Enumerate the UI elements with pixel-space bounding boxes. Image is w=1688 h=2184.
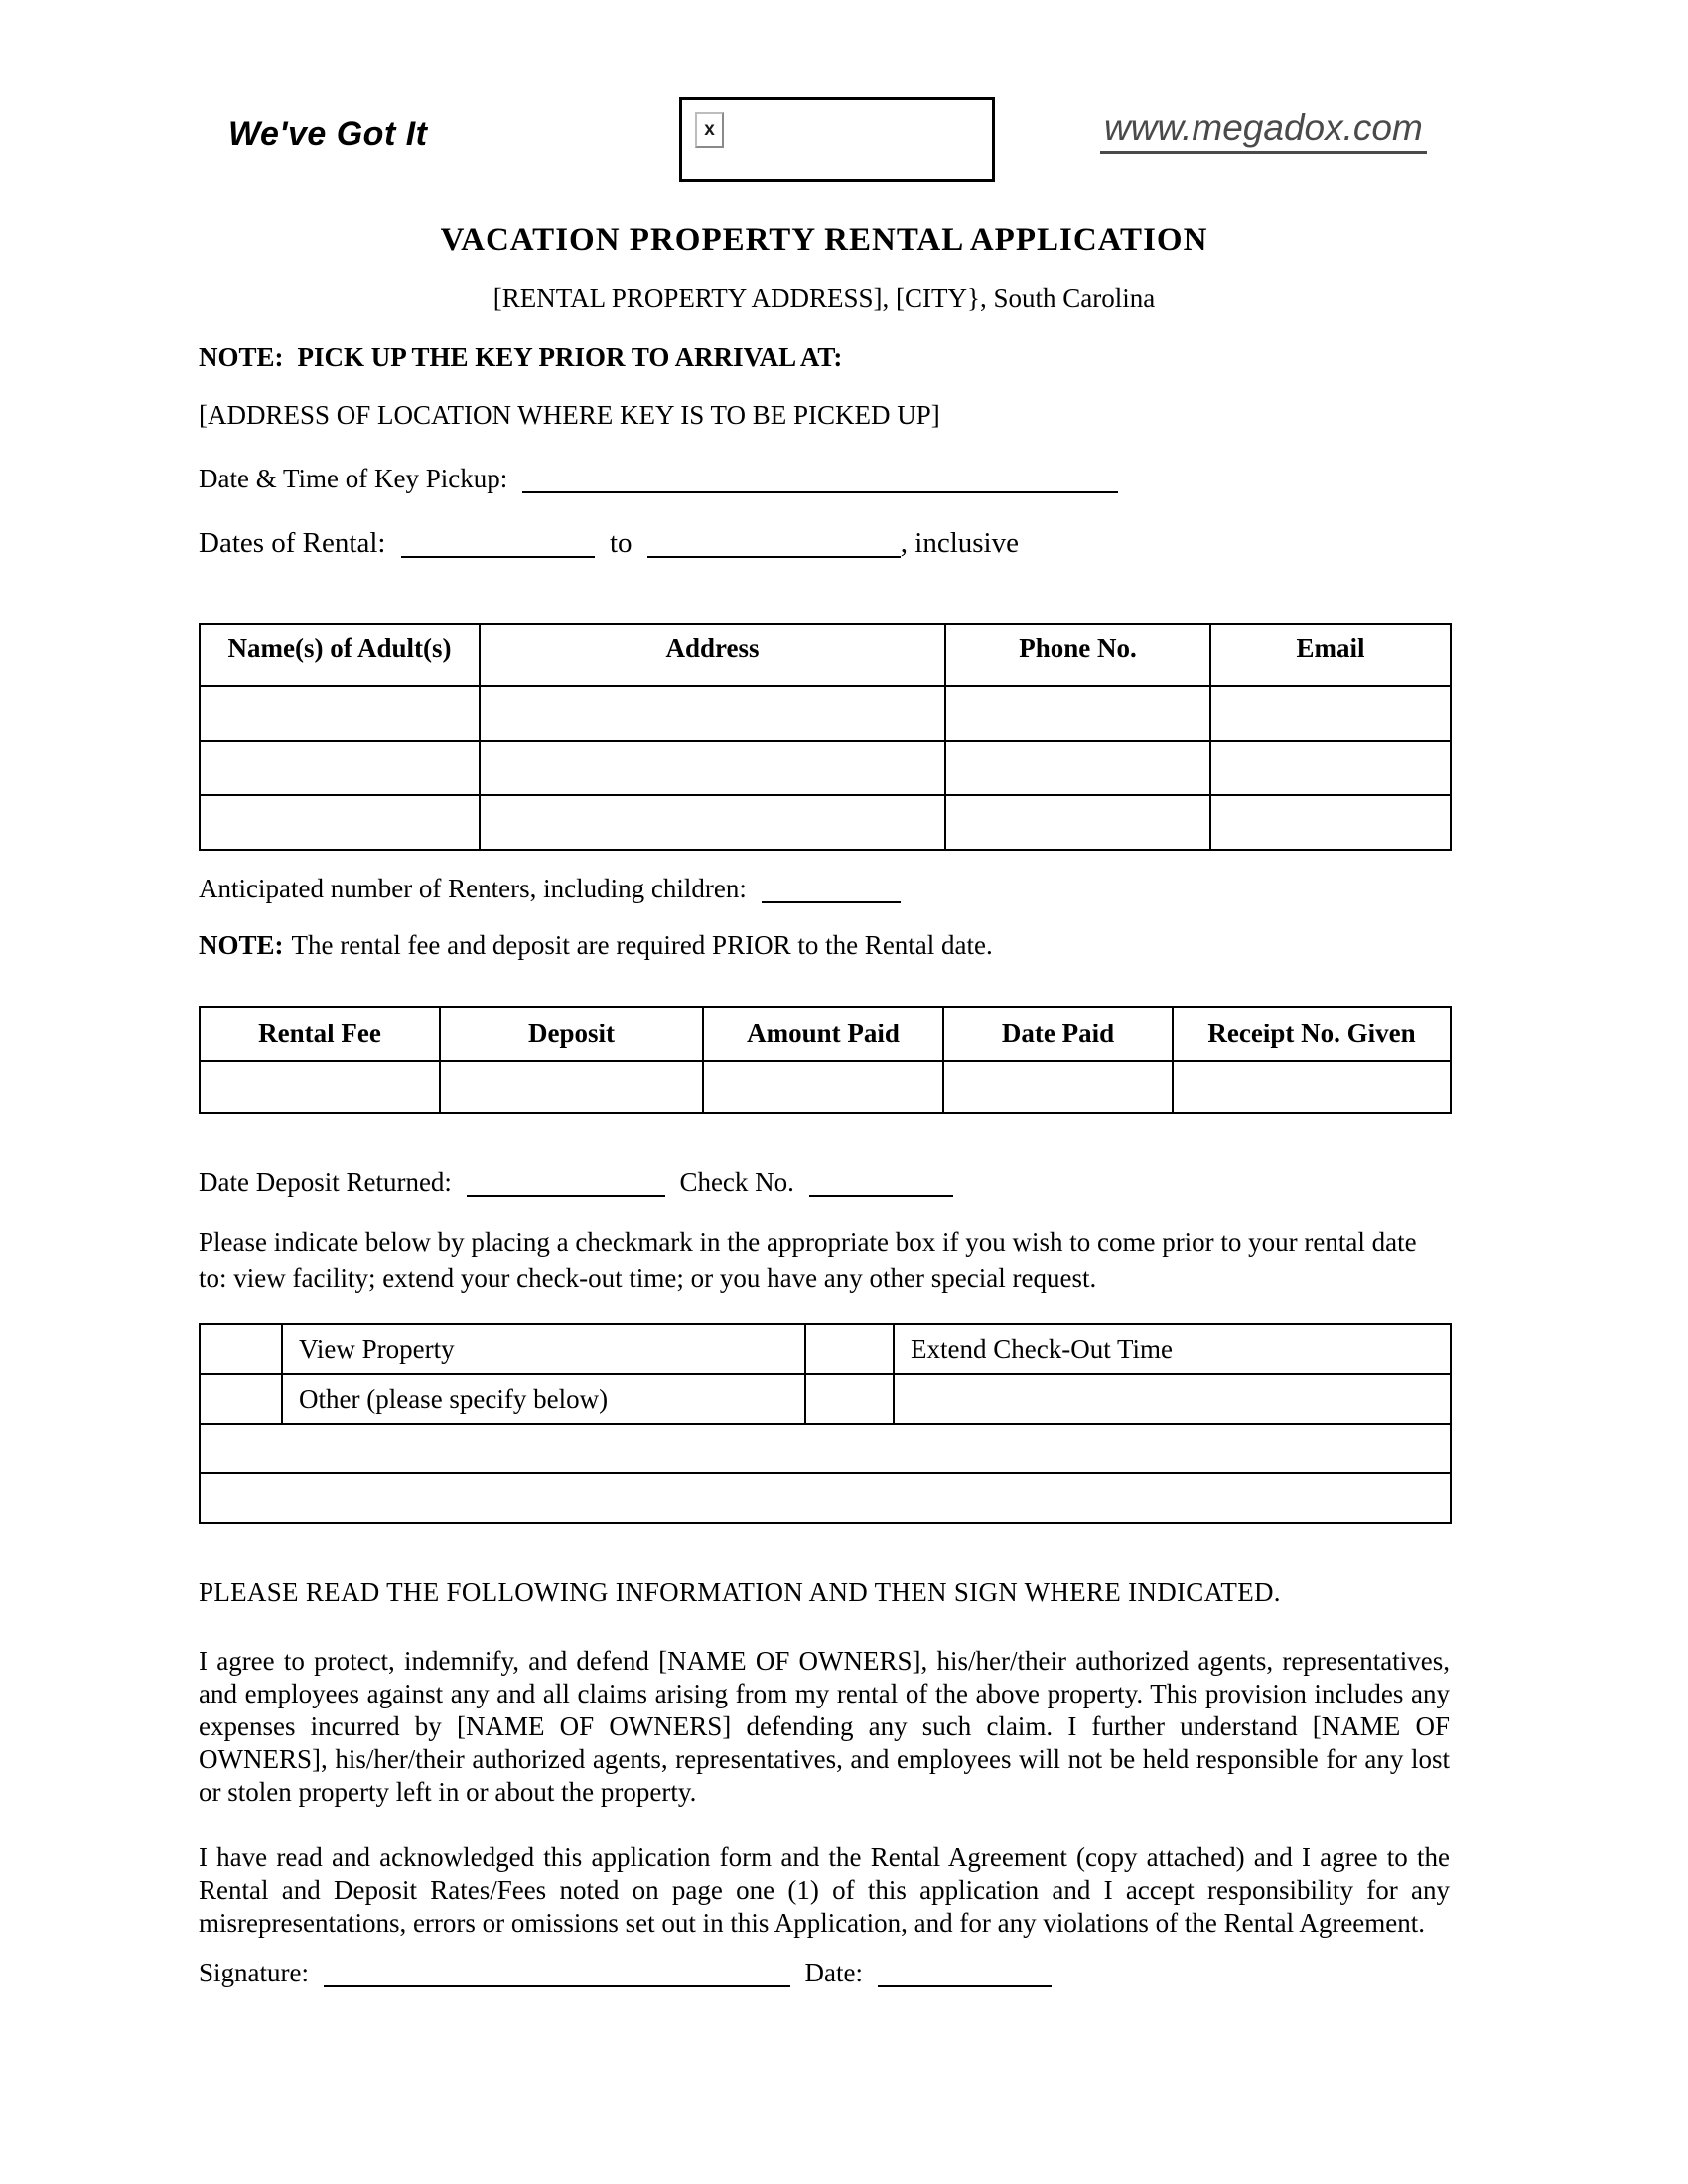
adults-header-address: Address: [480, 624, 945, 686]
adult-email-cell[interactable]: [1210, 686, 1451, 741]
payment-header-date-paid: Date Paid: [943, 1007, 1173, 1061]
note-text: The rental fee and deposit are required PRIOR to the Rental date.: [291, 930, 993, 960]
table-row: [200, 1374, 1451, 1424]
adults-header-email: Email: [1210, 624, 1451, 686]
adults-table: [199, 623, 1452, 851]
anticipated-renters-field: [199, 871, 1450, 906]
rental-dates-label: Dates of Rental:: [199, 527, 386, 559]
rental-date-from-input[interactable]: [401, 556, 595, 558]
payment-table-header-row: [200, 1007, 1451, 1061]
adult-phone-cell[interactable]: [945, 686, 1210, 741]
deposit-returned-input[interactable]: [467, 1195, 665, 1197]
table-row: [200, 1473, 1451, 1523]
adult-name-cell[interactable]: [200, 741, 480, 795]
request-table: [199, 1323, 1452, 1524]
fee-deposit-note: [199, 928, 1450, 962]
key-pickup-label: Date & Time of Key Pickup:: [199, 464, 508, 493]
payment-header-amount-paid: Amount Paid: [703, 1007, 943, 1061]
other-request-checkbox[interactable]: [200, 1374, 282, 1424]
extend-checkout-checkbox[interactable]: [805, 1324, 894, 1374]
website-link[interactable]: www.megadox.com: [1100, 107, 1427, 154]
payment-header-receipt-no: Receipt No. Given: [1173, 1007, 1451, 1061]
rental-date-to-input[interactable]: [647, 556, 901, 558]
key-pickup-note: [199, 341, 1450, 374]
adults-header-phone: Phone No.: [945, 624, 1210, 686]
key-pickup-address: [ADDRESS OF LOCATION WHERE KEY IS TO BE PICKED UP]: [199, 400, 940, 430]
form-body: [199, 220, 1450, 1990]
date-input[interactable]: [878, 1985, 1052, 1987]
anticipated-renters-input[interactable]: [762, 901, 901, 903]
key-pickup-field: [199, 461, 1450, 496]
extend-checkout-label: Extend Check-Out Time: [894, 1324, 1451, 1374]
check-no-input[interactable]: [809, 1195, 953, 1197]
adult-email-cell[interactable]: [1210, 741, 1451, 795]
adult-email-cell[interactable]: [1210, 795, 1451, 850]
date-paid-cell[interactable]: [943, 1061, 1173, 1113]
check-no-label: Check No.: [679, 1167, 794, 1197]
other-details-row-1[interactable]: [200, 1424, 1451, 1473]
company-tagline: We've Got It: [228, 115, 428, 153]
receipt-no-cell[interactable]: [1173, 1061, 1451, 1113]
signature-label: Signature:: [199, 1958, 309, 1987]
note-label: NOTE:: [199, 342, 284, 372]
request-intro: Please indicate below by placing a checkmark in the appropriate box if you wish to come prior to your rental date to: view facility; extend your check-out time; or you have any other special request.: [199, 1227, 1417, 1293]
note-text: PICK UP THE KEY PRIOR TO ARRIVAL AT:: [297, 342, 843, 372]
adult-name-cell[interactable]: [200, 795, 480, 850]
table-row: [200, 741, 1451, 795]
adults-header-name: Name(s) of Adult(s): [200, 624, 480, 686]
anticipated-renters-label: Anticipated number of Renters, including children:: [199, 874, 747, 903]
table-row: [200, 686, 1451, 741]
indemnity-paragraph: I agree to protect, indemnify, and defend [NAME OF OWNERS], his/her/their authorized agents, representatives, and employees against any and all claims arising from my rental of the above property. This provision includes any expenses incurred by [NAME OF OWNERS] defending any such claim. I further understand [NAME OF OWNERS], his/her/their authorized agents, representatives, and employees will not be held responsible for any lost or stolen property left in or about the property.: [199, 1646, 1450, 1807]
signature-field: [199, 1955, 1450, 1990]
spare-checkbox-cell[interactable]: [805, 1374, 894, 1424]
note-label: NOTE:: [199, 930, 284, 960]
read-sign-instruction: PLEASE READ THE FOLLOWING INFORMATION AND THEN SIGN WHERE INDICATED.: [199, 1577, 1281, 1607]
payment-header-rental-fee: Rental Fee: [200, 1007, 440, 1061]
other-request-label: Other (please specify below): [282, 1374, 805, 1424]
view-property-label: View Property: [282, 1324, 805, 1374]
adult-phone-cell[interactable]: [945, 795, 1210, 850]
acknowledgement-paragraph: I have read and acknowledged this application form and the Rental Agreement (copy attached) and I agree to the Rental and Deposit Rates/Fees noted on page one (1) of this application and I accept responsibility for any misrepresentations, errors or omissions set out in this Application, and for any violations of the Rental Agreement.: [199, 1843, 1450, 1938]
signature-input[interactable]: [324, 1985, 790, 1987]
table-row: [200, 1324, 1451, 1374]
deposit-cell[interactable]: [440, 1061, 703, 1113]
table-row: [200, 1061, 1451, 1113]
table-row: [200, 795, 1451, 850]
date-label: Date:: [804, 1958, 863, 1987]
adult-name-cell[interactable]: [200, 686, 480, 741]
logo-image-placeholder: [679, 97, 995, 182]
adult-address-cell[interactable]: [480, 795, 945, 850]
amount-paid-cell[interactable]: [703, 1061, 943, 1113]
adults-table-header-row: [200, 624, 1451, 686]
table-row: [200, 1424, 1451, 1473]
adult-phone-cell[interactable]: [945, 741, 1210, 795]
deposit-returned-label: Date Deposit Returned:: [199, 1167, 452, 1197]
view-property-checkbox[interactable]: [200, 1324, 282, 1374]
rental-fee-cell[interactable]: [200, 1061, 440, 1113]
spare-label-cell: [894, 1374, 1451, 1424]
page-header: [0, 0, 1688, 199]
rental-dates-suffix: , inclusive: [900, 527, 1019, 559]
payment-header-deposit: Deposit: [440, 1007, 703, 1061]
payment-table: [199, 1006, 1452, 1114]
adult-address-cell[interactable]: [480, 741, 945, 795]
rental-dates-to-word: to: [609, 527, 633, 559]
rental-dates-field: [199, 524, 1450, 562]
adult-address-cell[interactable]: [480, 686, 945, 741]
deposit-returned-field: [199, 1164, 1450, 1200]
form-title: VACATION PROPERTY RENTAL APPLICATION: [440, 222, 1208, 258]
form-subtitle: [RENTAL PROPERTY ADDRESS], [CITY}, South Carolina: [492, 283, 1156, 313]
broken-image-icon: x: [695, 112, 724, 148]
other-details-row-2[interactable]: [200, 1473, 1451, 1523]
key-pickup-input[interactable]: [522, 491, 1118, 493]
